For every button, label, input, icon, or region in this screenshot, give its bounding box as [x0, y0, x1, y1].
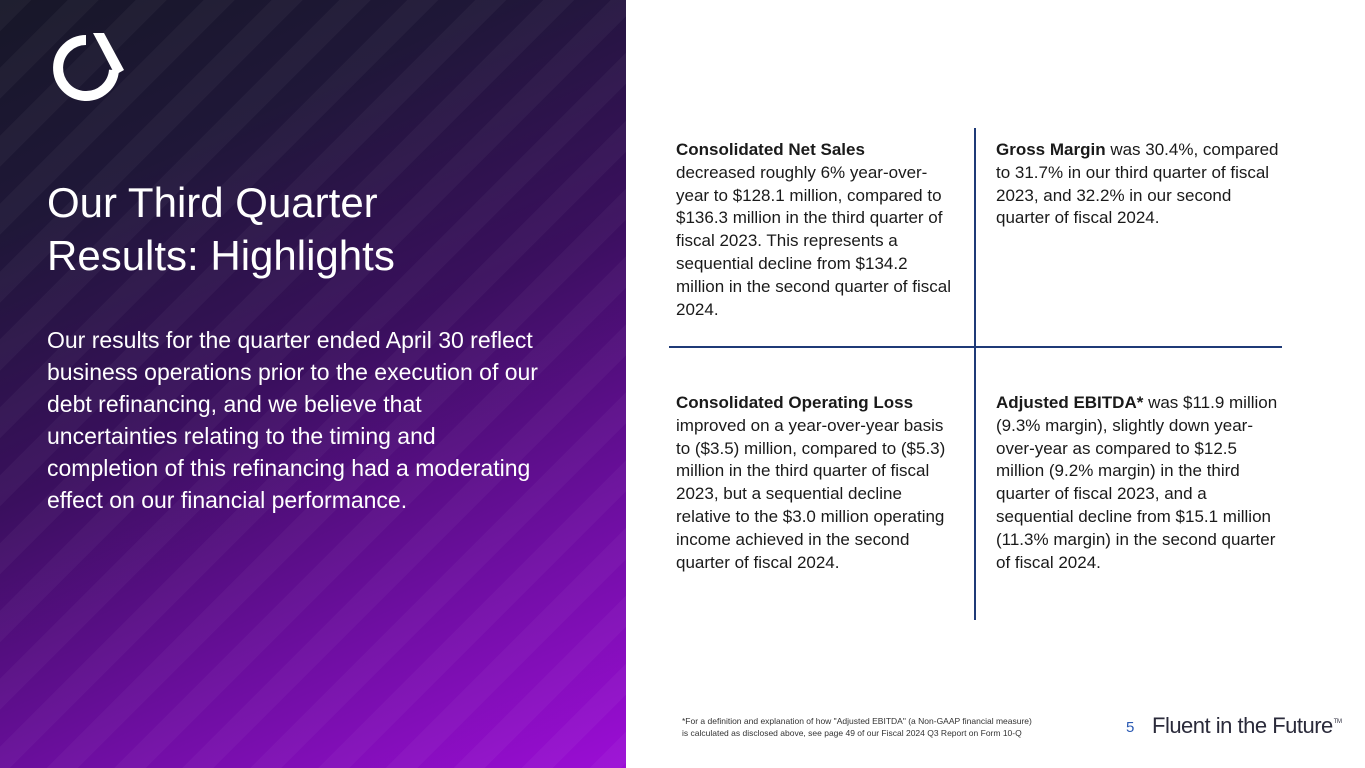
highlight-adjusted-ebitda: [996, 392, 1280, 574]
highlight-gross-margin: [996, 139, 1280, 230]
highlight-heading: Gross Margin: [996, 140, 1106, 159]
brand-text: Fluent in the Future: [1152, 713, 1333, 738]
highlight-net-sales: [676, 139, 958, 321]
highlight-body: decreased roughly 6% year-over-year to $128.1 million, compared to $136.3 million in the third quarter of fiscal 2023. This represents a sequential decline from $134.2 million in the second quarter of fiscal 2024.: [676, 162, 951, 319]
trademark-mark: TM: [1333, 719, 1342, 725]
highlight-body: improved on a year-over-year basis to ($3.5) million, compared to ($5.3) million in the third quarter of fiscal 2023, but a sequential decline relative to the $3.0 million operating income achieved in the second quarter of fiscal 2024.: [676, 415, 946, 572]
highlight-operating-loss: [676, 392, 958, 574]
title-line-1: Our Third Quarter: [47, 179, 378, 226]
footnote-line-1: *For a definition and explanation of how "Adjusted EBITDA" (a Non-GAAP financial measure): [682, 716, 1032, 726]
page-number: 5: [1126, 719, 1135, 736]
brand-tagline: [1152, 713, 1341, 739]
footnote-line-2: is calculated as disclosed above, see page 49 of our Fiscal 2024 Q3 Report on Form 10-Q: [682, 727, 1022, 738]
grid-divider-vertical: [974, 128, 976, 620]
footnote: [682, 716, 1102, 739]
highlight-heading: Consolidated Net Sales: [676, 140, 865, 159]
highlight-heading: Consolidated Operating Loss: [676, 393, 914, 412]
highlight-body: was 30.4%, compared to 31.7% in our third quarter of fiscal 2023, and 32.2% in our second quarter of fiscal 2024.: [996, 140, 1279, 228]
page-title: [47, 176, 567, 282]
title-line-2: Results: Highlights: [47, 232, 395, 279]
fluent-ring-logo-icon: [46, 30, 126, 106]
highlight-body: was $11.9 million (9.3% margin), slightly down year-over-year as compared to $12.5 million (9.2% margin) in the third quarter of fiscal 2023, and a sequential decline from $15.1 million (11.3% margin) in the second quarter of fiscal 2024.: [996, 393, 1278, 572]
highlight-heading: Adjusted EBITDA*: [996, 393, 1144, 412]
intro-paragraph: Our results for the quarter ended April 30 reflect business operations prior to the execution of our debt refinancing, and we believe that uncertainties relating to the timing and completion of this refinancing had a moderating effect on our financial performance.: [47, 327, 538, 513]
left-panel: [0, 0, 626, 768]
grid-divider-horizontal: [669, 346, 1282, 348]
